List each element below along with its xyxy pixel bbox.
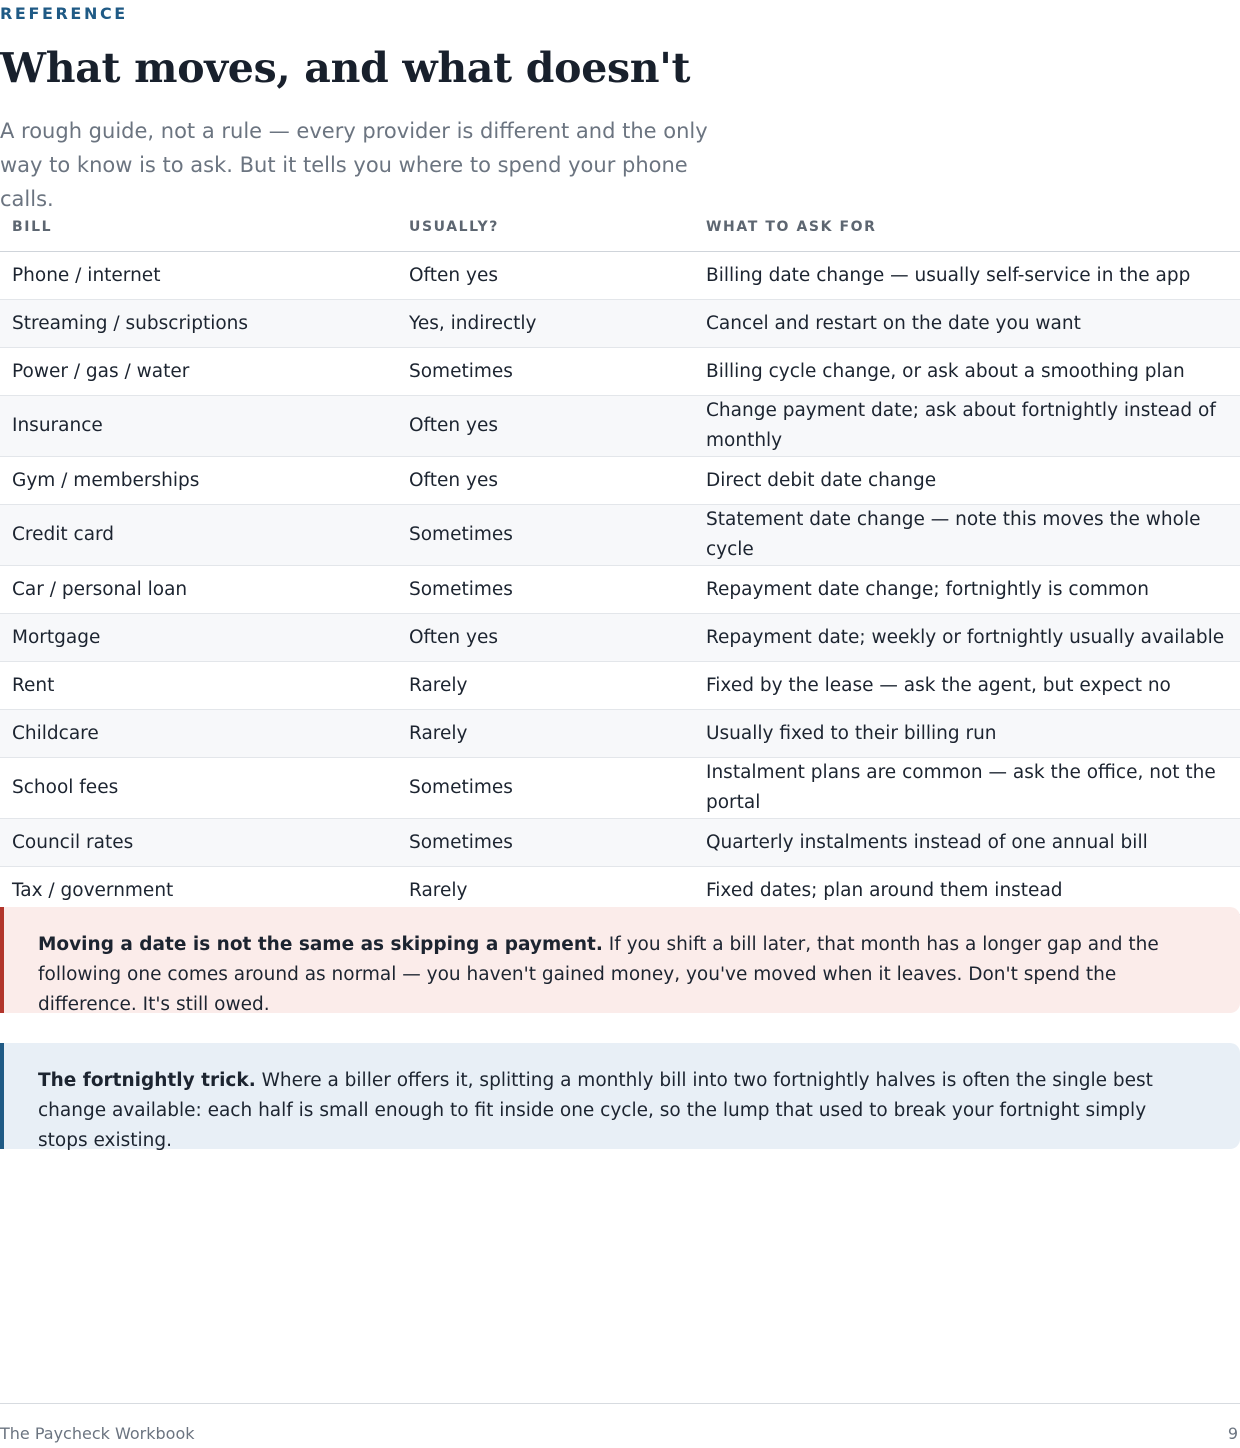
cell-bill: Gym / memberships: [0, 457, 397, 505]
cell-bill: Mortgage: [0, 614, 397, 662]
table-row: [0, 710, 1240, 758]
warning-callout-lead: Moving a date is not the same as skipping a payment.: [38, 934, 603, 955]
tip-callout: [0, 1043, 1240, 1149]
cell-usually: Sometimes: [397, 819, 694, 867]
cell-ask: Change payment date; ask about fortnightly instead of monthly: [694, 396, 1240, 457]
tip-callout-lead: The fortnightly trick.: [38, 1070, 256, 1091]
cell-ask: Cancel and restart on the date you want: [694, 300, 1240, 348]
cell-usually: Often yes: [397, 396, 694, 457]
cell-bill: Rent: [0, 662, 397, 710]
cell-usually: Sometimes: [397, 566, 694, 614]
cell-bill: Tax / government: [0, 867, 397, 915]
cell-bill: Council rates: [0, 819, 397, 867]
table-row: [0, 505, 1240, 566]
table-row: [0, 300, 1240, 348]
table-header-row: [0, 203, 1240, 252]
cell-ask: Fixed dates; plan around them instead: [694, 867, 1240, 915]
cell-usually: Often yes: [397, 252, 694, 300]
table-row: [0, 348, 1240, 396]
footer-divider: [0, 1403, 1240, 1404]
bills-table: [0, 203, 1240, 915]
cell-ask: Statement date change — note this moves the whole cycle: [694, 505, 1240, 566]
cell-usually: Sometimes: [397, 758, 694, 819]
cell-bill: Credit card: [0, 505, 397, 566]
cell-bill: Streaming / subscriptions: [0, 300, 397, 348]
page-title: What moves, and what doesn't: [0, 44, 691, 92]
table-row: [0, 566, 1240, 614]
cell-ask: Quarterly instalments instead of one annual bill: [694, 819, 1240, 867]
warning-callout: [0, 907, 1240, 1013]
column-header-usually: USUALLY?: [397, 203, 694, 252]
tip-callout-body: Where a biller offers it, splitting a monthly bill into two fortnightly halves is often the single best change available: each half is small enough to fit inside one cycle, so the lump that used to break your fortnight simply stops existing.: [38, 1070, 1153, 1151]
table-row: [0, 396, 1240, 457]
column-header-bill: BILL: [0, 203, 397, 252]
section-eyebrow: REFERENCE: [0, 4, 128, 23]
table-row: [0, 662, 1240, 710]
cell-bill: Insurance: [0, 396, 397, 457]
cell-bill: Power / gas / water: [0, 348, 397, 396]
footer-book-title: The Paycheck Workbook: [0, 1424, 195, 1443]
cell-bill: Childcare: [0, 710, 397, 758]
cell-usually: Rarely: [397, 867, 694, 915]
cell-bill: Phone / internet: [0, 252, 397, 300]
column-header-ask: WHAT TO ASK FOR: [694, 203, 1240, 252]
cell-ask: Instalment plans are common — ask the office, not the portal: [694, 758, 1240, 819]
table-row: [0, 252, 1240, 300]
footer-page-number: 9: [1227, 1424, 1238, 1443]
cell-usually: Sometimes: [397, 505, 694, 566]
table-row: [0, 758, 1240, 819]
cell-usually: Rarely: [397, 710, 694, 758]
page-subtitle: A rough guide, not a rule — every provider is different and the only way to know is to ask. But it tells you where to spend your phone calls.: [0, 119, 708, 211]
warning-callout-body: If you shift a bill later, that month has a longer gap and the following one comes around as normal — you haven't gained money, you've moved when it leaves. Don't spend the difference. It's still owed.: [38, 934, 1159, 1015]
table-row: [0, 819, 1240, 867]
table-row: [0, 457, 1240, 505]
cell-usually: Rarely: [397, 662, 694, 710]
cell-ask: Repayment date change; fortnightly is common: [694, 566, 1240, 614]
cell-usually: Sometimes: [397, 348, 694, 396]
cell-bill: School fees: [0, 758, 397, 819]
cell-usually: Often yes: [397, 614, 694, 662]
table-row: [0, 614, 1240, 662]
cell-ask: Direct debit date change: [694, 457, 1240, 505]
cell-usually: Yes, indirectly: [397, 300, 694, 348]
cell-ask: Usually fixed to their billing run: [694, 710, 1240, 758]
cell-ask: Fixed by the lease — ask the agent, but expect no: [694, 662, 1240, 710]
cell-ask: Billing date change — usually self-service in the app: [694, 252, 1240, 300]
cell-ask: Billing cycle change, or ask about a smoothing plan: [694, 348, 1240, 396]
cell-ask: Repayment date; weekly or fortnightly usually available: [694, 614, 1240, 662]
cell-bill: Car / personal loan: [0, 566, 397, 614]
cell-usually: Often yes: [397, 457, 694, 505]
